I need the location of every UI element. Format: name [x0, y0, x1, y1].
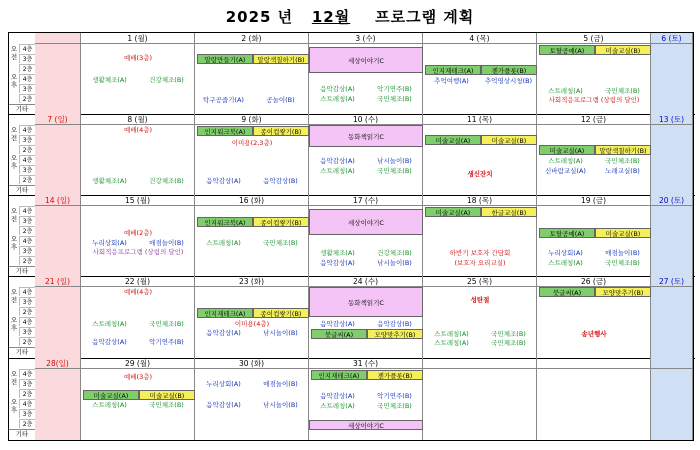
program-text: 국민체조(B)	[605, 259, 640, 267]
day-header: 25 (목)	[423, 276, 537, 287]
program-badge: 말랑색칠하기(B)	[595, 145, 651, 155]
day-header: 28(일)	[35, 358, 81, 369]
floor-slot: 2층	[19, 307, 35, 316]
floor-slot: 4층	[19, 287, 35, 296]
program-text: 낚시놀이(B)	[263, 329, 298, 337]
floor-slot: 3층	[19, 135, 35, 144]
day-header: 9 (화)	[195, 114, 309, 125]
program-text: 스트레칭(A)	[320, 167, 355, 175]
floor-slot: 2층	[19, 256, 35, 265]
program-text: 누리상회(A)	[548, 249, 583, 257]
program-badge: 종이컵쌓기(B)	[253, 217, 309, 227]
program-text: 사회적응프로그램 (상림의 달인)	[548, 96, 640, 104]
day-header: 24 (수)	[309, 276, 423, 287]
program-text: 국민체조(B)	[491, 330, 526, 338]
etc-label: 기타	[9, 185, 35, 194]
program-text: 하반기 보호자 간담회	[449, 249, 511, 257]
program-text: 국민체조(B)	[149, 320, 184, 328]
program-badge: 세상이야기C	[309, 420, 423, 430]
program-text: 건강체조(B)	[377, 249, 412, 257]
program-badge: 종이컵쌓기(B)	[253, 308, 309, 318]
program-badge: 동화책읽기C	[309, 287, 423, 317]
floor-slot: 3층	[19, 409, 35, 418]
program-text: 국민체조(B)	[605, 87, 640, 95]
day-header: 31 (수)	[309, 358, 423, 369]
program-text: 악기연주(B)	[377, 392, 412, 400]
program-text: 예배(4층)	[123, 288, 153, 296]
day-header: 13 (토)	[651, 114, 693, 125]
program-badge: 종이컵쌓기(B)	[253, 126, 309, 136]
program-text: 스트레칭(A)	[434, 330, 469, 338]
program-text: 건강체조(B)	[149, 177, 184, 185]
program-text: 국민체조(B)	[377, 402, 412, 410]
floor-slot: 3층	[19, 54, 35, 63]
program-text: 누리상회(A)	[206, 380, 241, 388]
day-header: 2 (화)	[195, 33, 309, 44]
program-text: 스트레칭(A)	[92, 401, 127, 409]
program-text: 국민체조(B)	[149, 401, 184, 409]
time-sidebar	[9, 44, 35, 114]
am-label: 오 전	[10, 288, 18, 304]
pm-label: 오 후	[10, 73, 18, 89]
day-header: 11 (목)	[423, 114, 537, 125]
program-badge: 붓글씨(A)	[539, 287, 595, 297]
program-text: 음악감상(A)	[320, 259, 355, 267]
program-badge: 말랑색칠하기(B)	[253, 54, 309, 64]
program-text: 스트레칭(A)	[434, 339, 469, 347]
floor-slot: 4층	[19, 206, 35, 215]
etc-label: 기타	[9, 429, 35, 438]
am-label: 오 전	[10, 207, 18, 223]
floor-slot: 3층	[19, 297, 35, 306]
pm-label: 오 후	[10, 154, 18, 170]
program-text: 스트레칭(A)	[206, 239, 241, 247]
program-badge: 인지재테크(A)	[425, 65, 481, 75]
program-badge: 젠가플롯(B)	[367, 370, 423, 380]
program-text: 스트레칭(A)	[320, 95, 355, 103]
program-badge: 인지워크북(A)	[197, 126, 253, 136]
floor-slot: 4층	[19, 399, 35, 408]
program-text: 예배(4층)	[123, 126, 153, 134]
title-month: 12월	[311, 8, 351, 26]
sunday-column	[35, 33, 81, 440]
day-header	[537, 358, 651, 369]
program-text: 예배(3층)	[123, 54, 153, 62]
program-badge: 미술교실(A)	[425, 135, 481, 145]
day-header: 17 (수)	[309, 195, 423, 206]
floor-slot: 2층	[19, 145, 35, 154]
program-badge: 미술교실(A)	[425, 207, 481, 217]
program-text: 낚시놀이(B)	[377, 157, 412, 165]
program-text: 사회적응프로그램 (상림의 달인)	[92, 248, 184, 256]
floor-slot: 4층	[19, 44, 35, 53]
day-header: 29 (월)	[81, 358, 195, 369]
program-text: 음악감상(A)	[206, 177, 241, 185]
program-badge: 모양맞추기(B)	[367, 329, 423, 339]
program-text: 노래교실(B)	[605, 167, 640, 175]
saturday-column	[651, 33, 693, 440]
program-badge: 모양맞추기(B)	[595, 287, 651, 297]
program-text: 음악감상(A)	[320, 85, 355, 93]
day-header: 3 (수)	[309, 33, 423, 44]
day-header	[651, 358, 693, 369]
program-badge: 세상이야기C	[309, 47, 423, 73]
floor-slot: 3층	[19, 84, 35, 93]
program-text: 국민체조(B)	[263, 239, 298, 247]
time-sidebar	[9, 287, 35, 357]
program-text: 생활체조(A)	[92, 177, 127, 185]
etc-label: 기타	[9, 266, 35, 275]
program-text: 음악감상(A)	[206, 329, 241, 337]
program-text: 음악감상(B)	[377, 320, 412, 328]
day-header: 5 (금)	[537, 33, 651, 44]
program-badge: 동화책읽기C	[309, 125, 423, 147]
floor-slot: 4층	[19, 236, 35, 245]
program-text: 스트레칭(A)	[92, 320, 127, 328]
program-text: 스트레칭(A)	[548, 259, 583, 267]
program-text: 국민체조(B)	[491, 339, 526, 347]
day-header: 15 (월)	[81, 195, 195, 206]
floor-slot: 3층	[19, 379, 35, 388]
floor-slot: 2층	[19, 94, 35, 103]
program-badge: 붓글씨(A)	[311, 329, 367, 339]
floor-slot: 4층	[19, 317, 35, 326]
day-header: 27 (토)	[651, 276, 693, 287]
program-text: 건강체조(B)	[149, 76, 184, 84]
thursday-column	[423, 33, 537, 440]
program-badge: 미술교실(A)	[83, 390, 139, 400]
program-text: 성탄절	[470, 296, 490, 304]
program-badge: 미술교실(B)	[481, 135, 537, 145]
program-text: 추억여행(A)	[434, 77, 469, 85]
page-title	[0, 6, 700, 27]
floor-slot: 3층	[19, 327, 35, 336]
day-header: 30 (화)	[195, 358, 309, 369]
program-text: 탁구공줍기(A)	[203, 96, 244, 104]
day-header: 6 (토)	[651, 33, 693, 44]
program-text: 국민체조(B)	[377, 95, 412, 103]
time-sidebar	[9, 125, 35, 195]
day-header: 19 (금)	[537, 195, 651, 206]
program-text: 이미용(2,3층)	[231, 139, 273, 147]
program-text: 국민체조(B)	[377, 167, 412, 175]
program-badge: 미술교실(A)	[539, 145, 595, 155]
floor-slot: 2층	[19, 226, 35, 235]
floor-slot: 2층	[19, 64, 35, 73]
day-header: 18 (목)	[423, 195, 537, 206]
program-badge: 젠가플롯(B)	[481, 65, 537, 75]
time-sidebar	[9, 206, 35, 276]
title-rest: 프로그램 계획	[375, 8, 475, 26]
program-text: 스트레칭(A)	[548, 87, 583, 95]
program-text: 음악감상(A)	[320, 392, 355, 400]
calendar-grid	[8, 32, 694, 441]
pm-label: 오 후	[10, 316, 18, 332]
program-text: 음악감상(A)	[320, 157, 355, 165]
floor-slot: 2층	[19, 389, 35, 398]
program-text: 매점놀이(B)	[605, 249, 640, 257]
program-text: 예배(2층)	[123, 229, 153, 237]
pm-label: 오 후	[10, 398, 18, 414]
program-text: 음악감상(A)	[206, 401, 241, 409]
day-header: 26 (금)	[537, 276, 651, 287]
program-badge: 미술교실(B)	[595, 45, 651, 55]
program-text: 음악감상(B)	[263, 177, 298, 185]
time-sidebar	[9, 369, 35, 439]
am-label: 오 전	[10, 45, 18, 61]
floor-slot: 4층	[19, 155, 35, 164]
program-text: 생활체조(A)	[92, 76, 127, 84]
program-text: 공놀이(B)	[266, 96, 295, 104]
program-badge: 한글교실(B)	[481, 207, 537, 217]
etc-label: 기타	[9, 347, 35, 356]
day-header: 20 (토)	[651, 195, 693, 206]
program-badge: 인지재테크(A)	[197, 308, 253, 318]
program-text: 스트레칭(A)	[548, 157, 583, 165]
title-year: 2025 년	[225, 8, 294, 26]
day-header: 7 (일)	[35, 114, 81, 125]
program-badge: 미술교실(B)	[139, 390, 195, 400]
program-text: 생활체조(A)	[320, 249, 355, 257]
program-text: 예배(3층)	[123, 373, 153, 381]
program-text: 추억영상시청(B)	[484, 77, 533, 85]
program-text: 스트레칭(A)	[320, 402, 355, 410]
program-text: (보호자 요리교실)	[454, 259, 506, 267]
program-text: 누리상회(A)	[92, 239, 127, 247]
program-text: 악기연주(B)	[377, 85, 412, 93]
floor-slot: 3층	[19, 246, 35, 255]
floor-slot: 3층	[19, 216, 35, 225]
program-text: 국민체조(B)	[605, 157, 640, 165]
program-text: 송년행사	[581, 330, 607, 338]
program-badge: 인지재테크(A)	[311, 370, 367, 380]
am-label: 오 전	[10, 370, 18, 386]
program-badge: 말랑만들기(A)	[197, 54, 253, 64]
floor-slot: 4층	[19, 74, 35, 83]
program-text: 이미용(4층)	[234, 320, 270, 328]
program-badge: 인지워크북(A)	[197, 217, 253, 227]
program-text: 음악감상(A)	[92, 338, 127, 346]
program-badge: 미술교실(B)	[595, 228, 651, 238]
pm-label: 오 후	[10, 235, 18, 251]
program-text: 악기연주(B)	[149, 338, 184, 346]
program-badge: 토탈공예(A)	[539, 228, 595, 238]
am-label: 오 전	[10, 126, 18, 142]
program-text: 낚시놀이(B)	[377, 259, 412, 267]
floor-slot: 4층	[19, 369, 35, 378]
day-header: 22 (월)	[81, 276, 195, 287]
program-badge: 세상이야기C	[309, 209, 423, 235]
program-text: 낚시놀이(B)	[263, 401, 298, 409]
day-header: 8 (월)	[81, 114, 195, 125]
program-text: 신바람교실(A)	[545, 167, 586, 175]
program-text: 매점놀이(B)	[263, 380, 298, 388]
day-header: 14 (일)	[35, 195, 81, 206]
program-text: 생신잔치	[467, 170, 493, 178]
floor-slot: 2층	[19, 419, 35, 428]
day-header: 1 (월)	[81, 33, 195, 44]
program-text: 매점놀이(B)	[149, 239, 184, 247]
day-header: 4 (목)	[423, 33, 537, 44]
floor-slot: 4층	[19, 125, 35, 134]
day-header: 16 (화)	[195, 195, 309, 206]
day-header: 21 (일)	[35, 276, 81, 287]
day-header	[35, 33, 81, 44]
program-text: 음악감상(A)	[320, 320, 355, 328]
day-header: 23 (화)	[195, 276, 309, 287]
floor-slot: 3층	[19, 165, 35, 174]
day-header: 10 (수)	[309, 114, 423, 125]
floor-slot: 2층	[19, 175, 35, 184]
floor-slot: 2층	[19, 337, 35, 346]
day-header	[423, 358, 537, 369]
program-badge: 토탈공예(A)	[539, 45, 595, 55]
day-header: 12 (금)	[537, 114, 651, 125]
etc-label: 기타	[9, 104, 35, 113]
